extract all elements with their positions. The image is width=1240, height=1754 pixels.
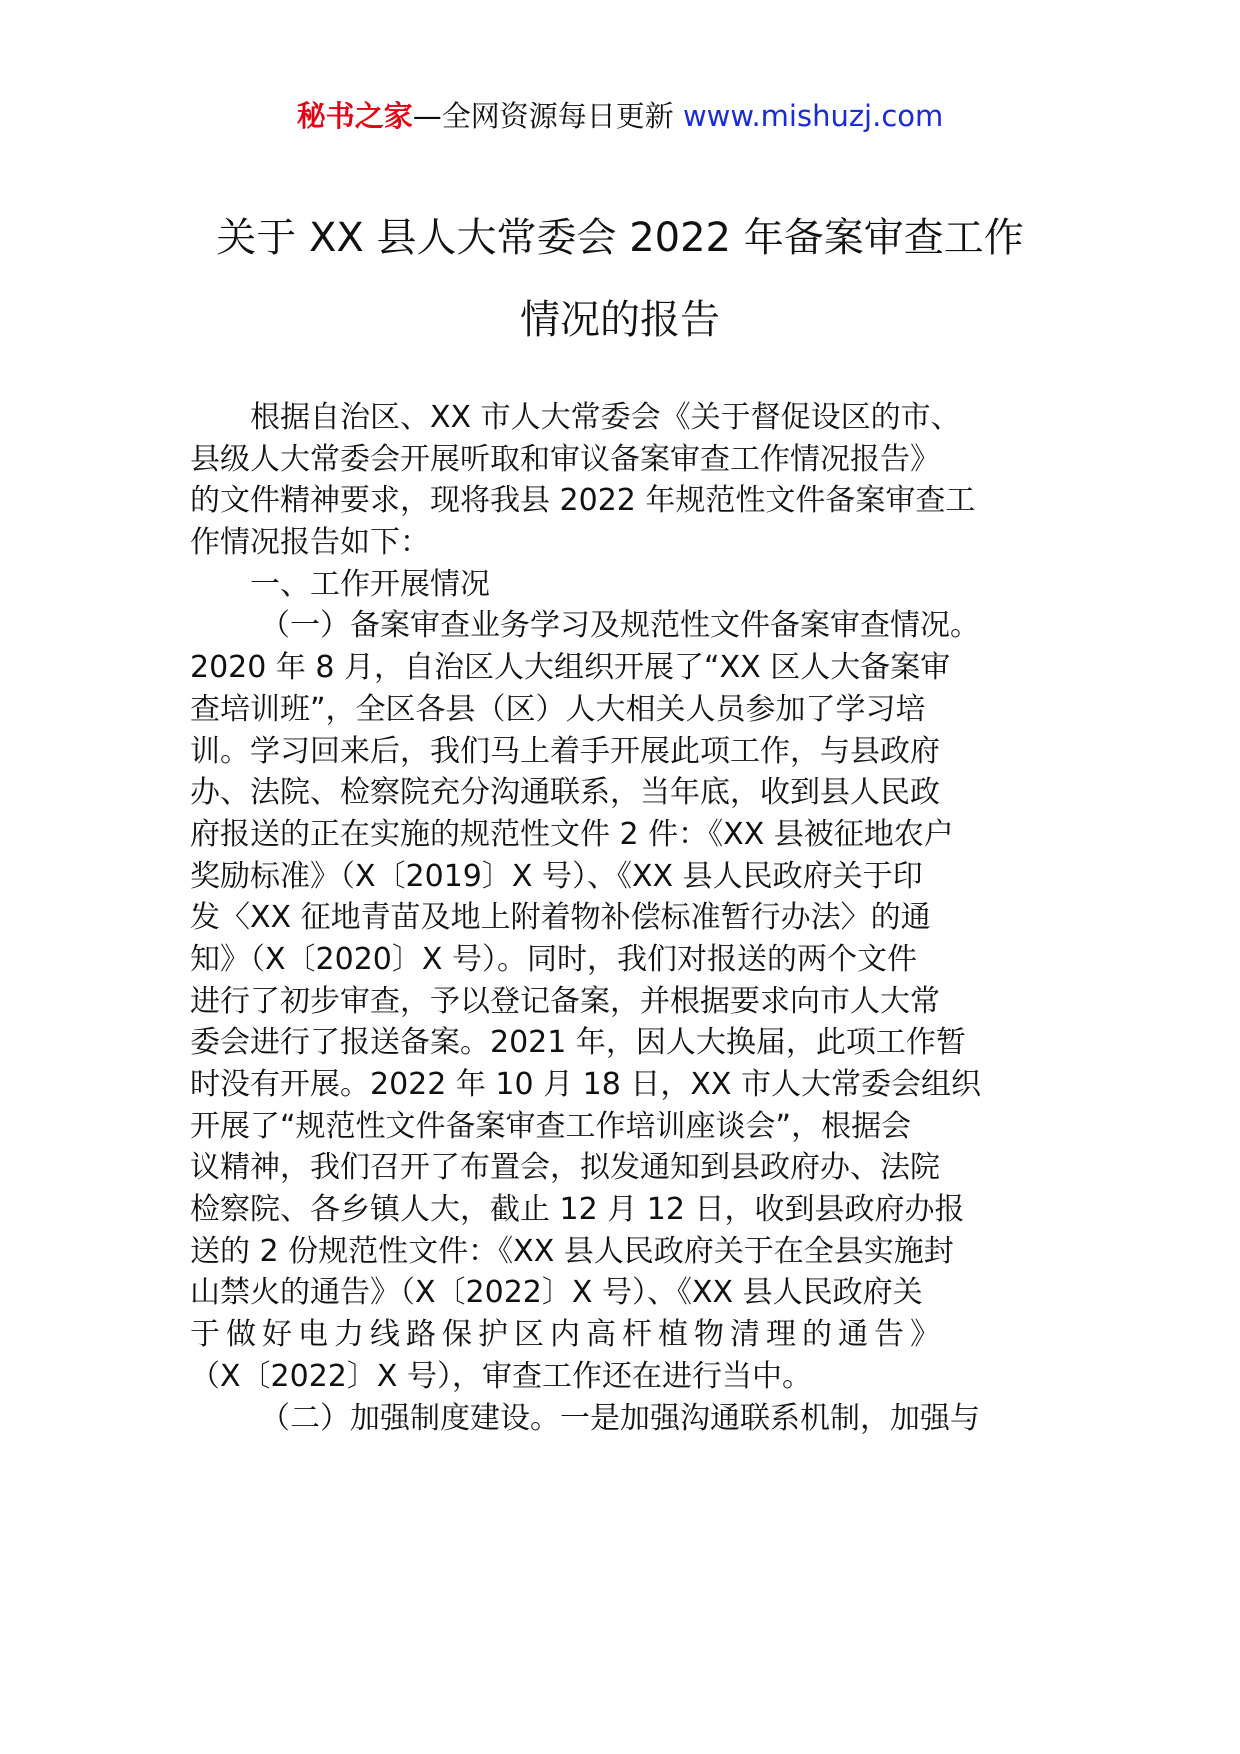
body-line: 送的 2 份规范性文件：《XX 县人民政府关于在全县实施封 [190, 1233, 954, 1269]
body-line: 进行了初步审查，予以登记备案，并根据要求向市人大常 [190, 983, 940, 1019]
document-title-line-2: 情况的报告 [520, 297, 720, 343]
header-tagline: —全网资源每日更新 [412, 99, 674, 133]
body-line: 发〈XX 征地青苗及地上附着物补偿标准暂行办法〉的通 [190, 900, 931, 936]
body-line: 县级人大常委会开展听取和审议备案审查工作情况报告》 [190, 441, 940, 477]
body-line: 知》（X〔2020〕X 号）。同时，我们对报送的两个文件 [190, 941, 917, 977]
website-link[interactable]: www.mishuzj.com [682, 99, 944, 133]
body-line: 山禁火的通告》（X〔2022〕X 号）、《XX 县人民政府关 [190, 1275, 923, 1311]
body-line: 训。学习回来后，我们马上着手开展此项工作，与县政府 [190, 733, 940, 769]
body-line: 奖励标准》（X〔2019〕X 号）、《XX 县人民政府关于印 [190, 858, 923, 894]
document-title-line-1: 关于 XX 县人大常委会 2022 年备案审查工作 [216, 215, 1024, 261]
body-line: 时没有开展。2022 年 10 月 18 日，XX 市人大常委会组织 [190, 1067, 982, 1102]
site-header [0, 96, 1240, 136]
body-line: 查培训班”，全区各县（区）人大相关人员参加了学习培 [190, 691, 926, 727]
document-body [190, 397, 1070, 1439]
subsection-heading: （二）加强制度建设。一是加强沟通联系机制，加强与 [260, 1400, 980, 1436]
body-line: （X〔2022〕X 号），审查工作还在进行当中。 [190, 1358, 812, 1394]
body-line: 根据自治区、XX 市人大常委会《关于督促设区的市、 [250, 400, 961, 435]
body-line: 作情况报告如下： [190, 525, 430, 561]
body-line: 2020 年 8 月，自治区人大组织开展了“XX 区人大备案审 [190, 650, 951, 686]
subsection-heading: （一）备案审查业务学习及规范性文件备案审查情况。 [260, 608, 980, 644]
body-line: 开展了“规范性文件备案审查工作培训座谈会”，根据会 [190, 1108, 912, 1144]
body-line: 于做好电力线路保护区内高杆植物清理的通告》 [190, 1317, 946, 1353]
body-line: 府报送的正在实施的规范性文件 2 件：《XX 县被征地农户 [190, 816, 954, 852]
body-line: 办、法院、检察院充分沟通联系，当年底，收到县人民政 [190, 775, 940, 811]
body-line: 议精神，我们召开了布置会，拟发通知到县政府办、法院 [190, 1150, 940, 1186]
body-line: 委会进行了报送备案。2021 年，因人大换届，此项工作暂 [190, 1025, 966, 1061]
body-line: 的文件精神要求，现将我县 2022 年规范性文件备案审查工 [190, 483, 976, 519]
brand-name: 秘书之家 [296, 99, 413, 133]
body-line: 检察院、各乡镇人大，截止 12 月 12 日，收到县政府办报 [190, 1192, 965, 1228]
section-heading: 一、工作开展情况 [250, 566, 490, 602]
